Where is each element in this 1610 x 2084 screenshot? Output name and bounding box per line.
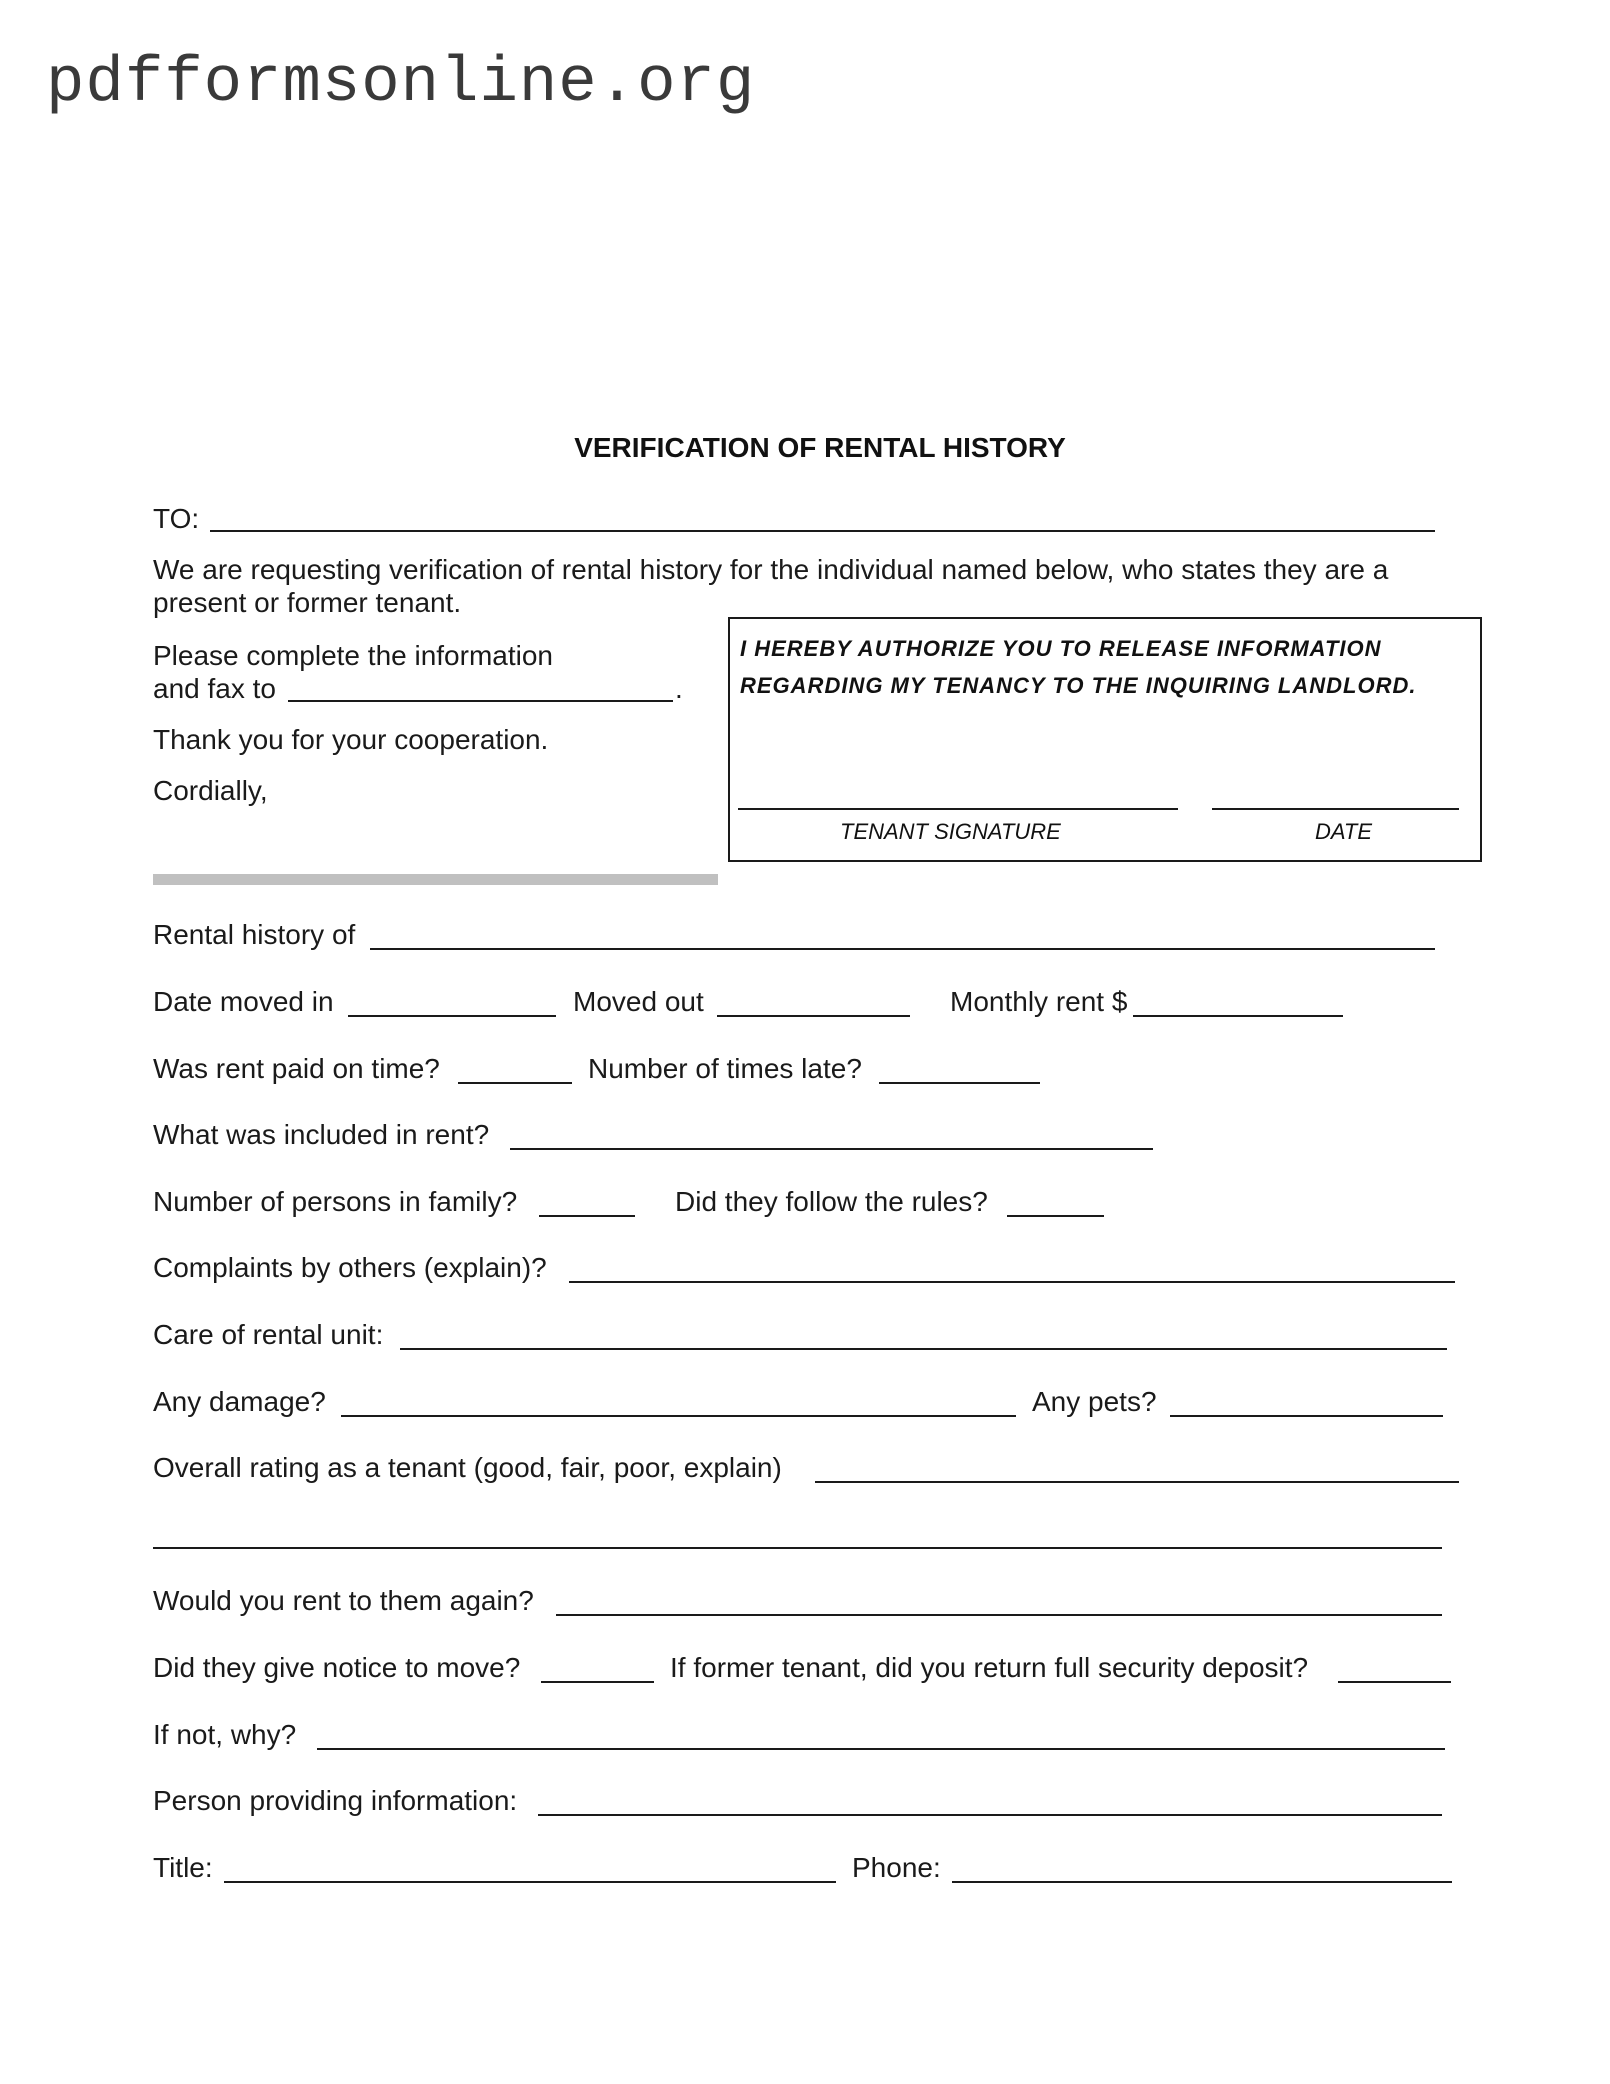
person-providing-label: Person providing information: (153, 1785, 518, 1816)
security-deposit-label: If former tenant, did you return full security deposit? (670, 1652, 1309, 1683)
overall-rating-label: Overall rating as a tenant (good, fair, poor, explain) (153, 1452, 782, 1483)
date-moved-in-field[interactable] (348, 1015, 556, 1017)
if-not-why-field[interactable] (317, 1748, 1445, 1750)
complaints-field[interactable] (569, 1281, 1455, 1283)
rent-again-label: Would you rent to them again? (153, 1585, 534, 1616)
follow-rules-field[interactable] (1007, 1215, 1104, 1217)
overall-rating-field[interactable] (815, 1481, 1459, 1483)
fax-to-label: and fax to (153, 673, 276, 704)
rent-again-field[interactable] (556, 1614, 1442, 1616)
if-not-why-label: If not, why? (153, 1719, 297, 1750)
rent-on-time-label: Was rent paid on time? (153, 1053, 440, 1084)
phone-label: Phone: (852, 1852, 941, 1883)
form-title: VERIFICATION OF RENTAL HISTORY (574, 432, 1066, 463)
intro-line-1: We are requesting verification of rental history for the individual named below, who states they are a (153, 554, 1389, 585)
monthly-rent-field[interactable] (1133, 1015, 1343, 1017)
signature-date-field[interactable] (1212, 808, 1459, 810)
fax-period: . (675, 673, 683, 704)
rental-history-of-field[interactable] (370, 948, 1435, 950)
moved-out-field[interactable] (717, 1015, 910, 1017)
phone-field[interactable] (952, 1881, 1452, 1883)
times-late-field[interactable] (879, 1082, 1040, 1084)
please-complete-text: Please complete the information (153, 640, 553, 671)
give-notice-label: Did they give notice to move? (153, 1652, 521, 1683)
title-label: Title: (153, 1852, 213, 1883)
date-caption: DATE (1315, 819, 1373, 844)
to-label: TO: (153, 503, 200, 534)
any-damage-label: Any damage? (153, 1386, 326, 1417)
person-providing-field[interactable] (538, 1814, 1442, 1816)
persons-in-family-label: Number of persons in family? (153, 1186, 518, 1217)
authorization-line-1: I HEREBY AUTHORIZE YOU TO RELEASE INFORMATION (740, 636, 1382, 661)
give-notice-field[interactable] (541, 1681, 654, 1683)
included-in-rent-field[interactable] (510, 1148, 1153, 1150)
any-pets-label: Any pets? (1032, 1386, 1157, 1417)
care-of-unit-field[interactable] (400, 1348, 1447, 1350)
tenant-signature-caption: TENANT SIGNATURE (840, 819, 1061, 844)
moved-out-label: Moved out (573, 986, 704, 1017)
tenant-signature-field[interactable] (738, 808, 1178, 810)
authorization-box (728, 617, 1482, 862)
security-deposit-field[interactable] (1338, 1681, 1451, 1683)
rent-on-time-field[interactable] (458, 1082, 572, 1084)
to-field[interactable] (210, 530, 1435, 532)
care-of-unit-label: Care of rental unit: (153, 1319, 384, 1350)
overall-rating-field-continued[interactable] (153, 1547, 1442, 1549)
title-field[interactable] (224, 1881, 836, 1883)
monthly-rent-label: Monthly rent $ (950, 986, 1128, 1017)
watermark-logo: pdfformsonline.org (46, 48, 756, 120)
divider-bar (153, 874, 718, 885)
intro-line-2: present or former tenant. (153, 587, 462, 618)
any-pets-field[interactable] (1170, 1415, 1443, 1417)
fax-number-field[interactable] (288, 700, 673, 702)
rental-history-of-label: Rental history of (153, 919, 356, 950)
included-in-rent-label: What was included in rent? (153, 1119, 490, 1150)
authorization-line-2: REGARDING MY TENANCY TO THE INQUIRING LANDLORD. (740, 673, 1417, 698)
date-moved-in-label: Date moved in (153, 986, 334, 1017)
cordially-text: Cordially, (153, 775, 268, 806)
times-late-label: Number of times late? (588, 1053, 862, 1084)
persons-in-family-field[interactable] (539, 1215, 635, 1217)
thank-you-text: Thank you for your cooperation. (153, 724, 549, 755)
any-damage-field[interactable] (341, 1415, 1016, 1417)
follow-rules-label: Did they follow the rules? (675, 1186, 988, 1217)
complaints-label: Complaints by others (explain)? (153, 1252, 547, 1283)
